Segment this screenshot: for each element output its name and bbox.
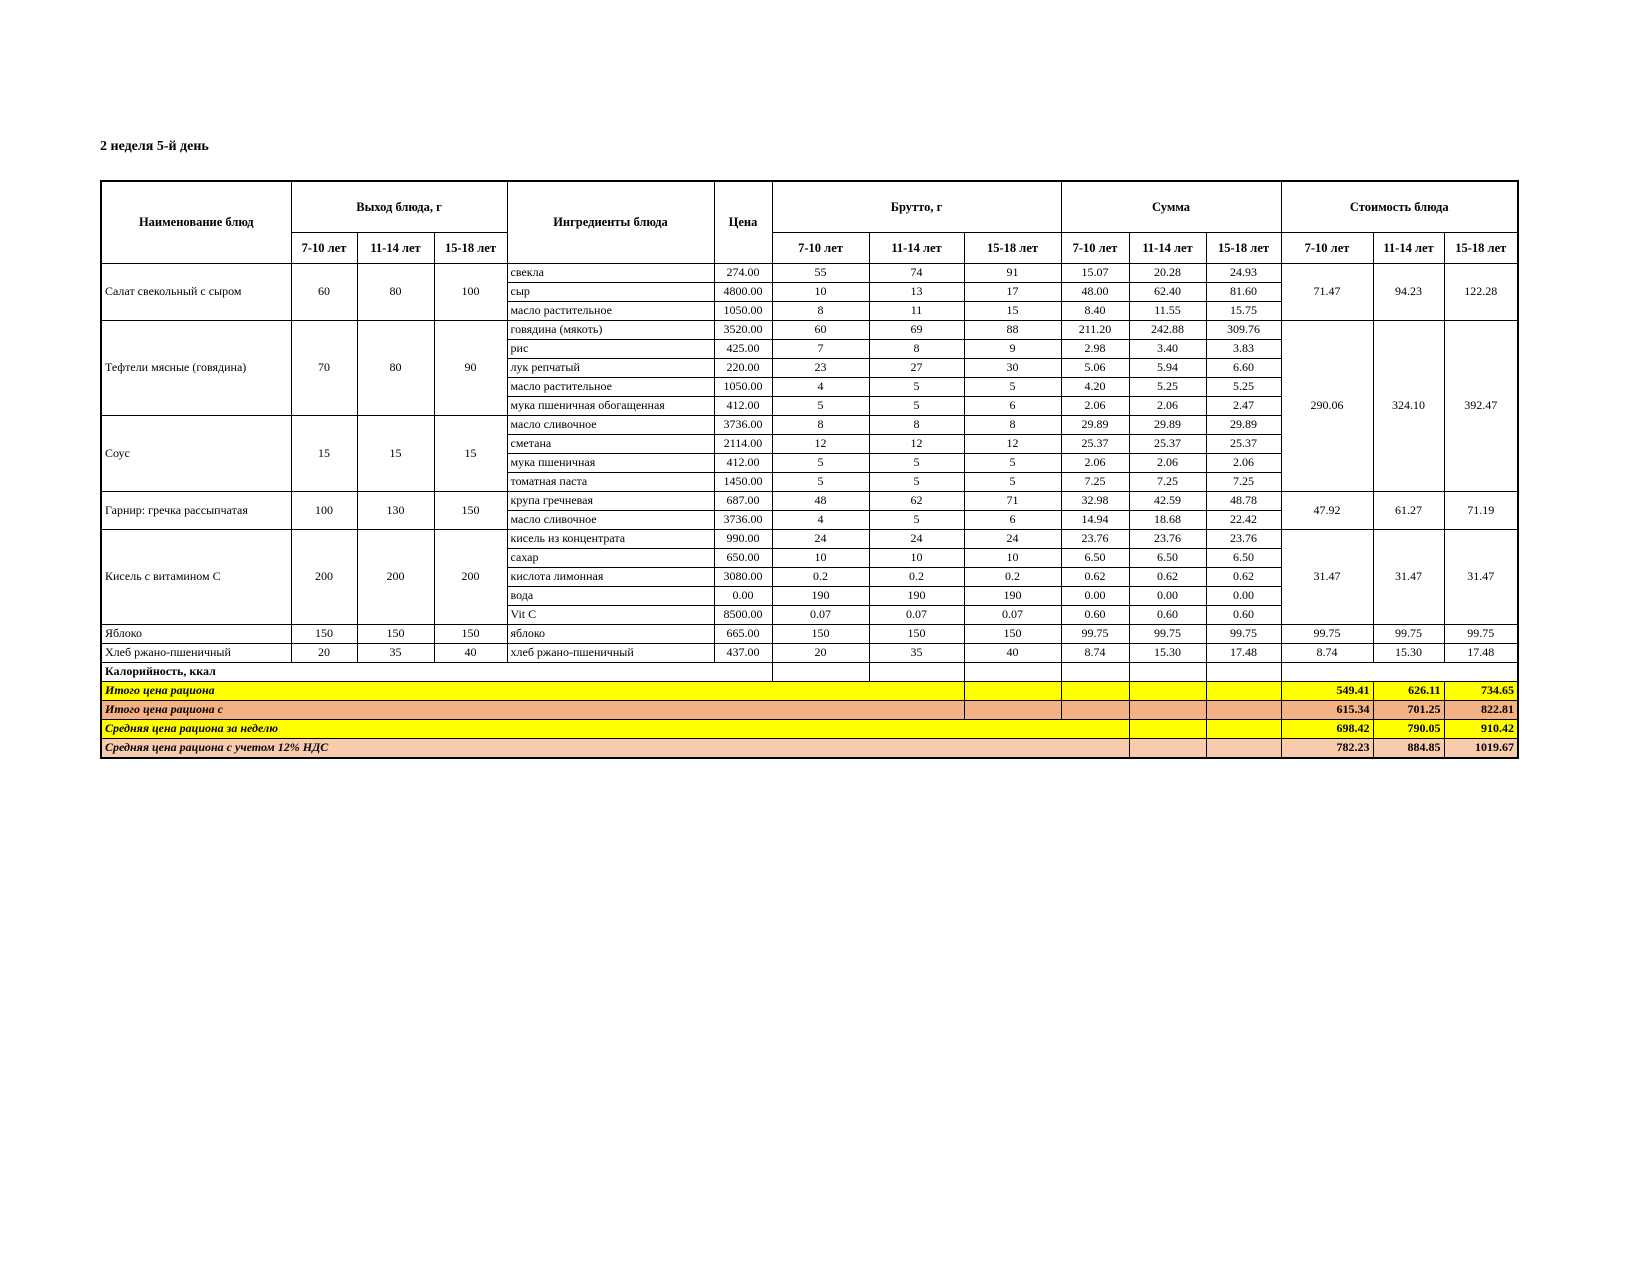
ingredient-cell: яблоко: [507, 625, 714, 644]
empty-cell: [1061, 682, 1129, 701]
dish-name-cell: Гарнир: гречка рассыпчатая: [101, 492, 291, 530]
gross-cell: 60: [772, 321, 869, 340]
summary-value-cell: 910.42: [1444, 720, 1518, 739]
col-header-age-cost: 7-10 лет: [1281, 233, 1373, 264]
table-row: [101, 264, 1518, 283]
sum-cell: 8.74: [1061, 644, 1129, 663]
dish-name-cell: Соус: [101, 416, 291, 492]
summary-value-cell: 734.65: [1444, 682, 1518, 701]
sum-cell: 2.06: [1129, 397, 1206, 416]
dish-cost-cell: 71.47: [1281, 264, 1373, 321]
sum-cell: 15.07: [1061, 264, 1129, 283]
header-row-ages: [101, 233, 1518, 264]
gross-cell: 0.07: [772, 606, 869, 625]
dish-name-cell: Тефтели мясные (говядина): [101, 321, 291, 416]
empty-cell: [1206, 739, 1281, 759]
col-header-sum: Сумма: [1061, 181, 1281, 233]
dish-cost-cell: 71.19: [1444, 492, 1518, 530]
sum-cell: 0.62: [1129, 568, 1206, 587]
sum-cell: 99.75: [1129, 625, 1206, 644]
output-cell: 200: [434, 530, 507, 625]
summary-value-cell: 701.25: [1373, 701, 1444, 720]
col-header-age-sum: 15-18 лет: [1206, 233, 1281, 264]
table-row: [101, 625, 1518, 644]
col-header-age-gross: 7-10 лет: [772, 233, 869, 264]
empty-cell: [964, 663, 1061, 682]
col-header-ingredients: Ингредиенты блюда: [507, 181, 714, 264]
price-cell: 425.00: [714, 340, 772, 359]
gross-cell: 150: [964, 625, 1061, 644]
summary-value-cell: 1019.67: [1444, 739, 1518, 759]
price-cell: 412.00: [714, 454, 772, 473]
dish-cost-cell: 15.30: [1373, 644, 1444, 663]
sum-cell: 29.89: [1061, 416, 1129, 435]
sum-cell: 99.75: [1061, 625, 1129, 644]
empty-cell: [1206, 663, 1281, 682]
gross-cell: 35: [869, 644, 964, 663]
col-header-age-gross: 11-14 лет: [869, 233, 964, 264]
ingredient-cell: крупа гречневая: [507, 492, 714, 511]
summary-value-cell: 822.81: [1444, 701, 1518, 720]
dish-cost-cell: 99.75: [1444, 625, 1518, 644]
sum-cell: 48.78: [1206, 492, 1281, 511]
ingredient-cell: кисель из концентрата: [507, 530, 714, 549]
summary-label: Итого цена рациона: [101, 682, 964, 701]
table-row: [101, 492, 1518, 511]
gross-cell: 23: [772, 359, 869, 378]
gross-cell: 10: [869, 549, 964, 568]
output-cell: 150: [434, 492, 507, 530]
ingredient-cell: кислота лимонная: [507, 568, 714, 587]
ingredient-cell: сметана: [507, 435, 714, 454]
sum-cell: 7.25: [1206, 473, 1281, 492]
gross-cell: 5: [772, 397, 869, 416]
gross-cell: 20: [772, 644, 869, 663]
empty-cell: [1061, 701, 1129, 720]
gross-cell: 24: [964, 530, 1061, 549]
empty-cell: [772, 663, 869, 682]
price-cell: 990.00: [714, 530, 772, 549]
empty-cell: [1206, 682, 1281, 701]
gross-cell: 55: [772, 264, 869, 283]
gross-cell: 0.2: [772, 568, 869, 587]
gross-cell: 10: [964, 549, 1061, 568]
dish-name-cell: Кисель с витамином С: [101, 530, 291, 625]
sum-cell: 2.06: [1206, 454, 1281, 473]
sum-cell: 6.60: [1206, 359, 1281, 378]
sum-cell: 211.20: [1061, 321, 1129, 340]
col-header-age-output: 11-14 лет: [357, 233, 434, 264]
output-cell: 200: [291, 530, 357, 625]
price-cell: 687.00: [714, 492, 772, 511]
calories-row: [101, 663, 1518, 682]
sum-cell: 242.88: [1129, 321, 1206, 340]
gross-cell: 12: [964, 435, 1061, 454]
dish-cost-cell: 99.75: [1281, 625, 1373, 644]
gross-cell: 10: [772, 549, 869, 568]
gross-cell: 6: [964, 511, 1061, 530]
gross-cell: 150: [869, 625, 964, 644]
gross-cell: 0.07: [869, 606, 964, 625]
sum-cell: 5.94: [1129, 359, 1206, 378]
output-cell: 80: [357, 321, 434, 416]
dish-cost-cell: 392.47: [1444, 321, 1518, 492]
header-row-groups: [101, 181, 1518, 233]
gross-cell: 9: [964, 340, 1061, 359]
ingredient-cell: говядина (мякоть): [507, 321, 714, 340]
dish-cost-cell: 94.23: [1373, 264, 1444, 321]
sum-cell: 20.28: [1129, 264, 1206, 283]
gross-cell: 8: [964, 416, 1061, 435]
empty-cell: [964, 701, 1061, 720]
sum-cell: 0.60: [1061, 606, 1129, 625]
gross-cell: 11: [869, 302, 964, 321]
output-cell: 70: [291, 321, 357, 416]
summary-value-cell: 626.11: [1373, 682, 1444, 701]
ingredient-cell: лук репчатый: [507, 359, 714, 378]
dish-cost-cell: 31.47: [1373, 530, 1444, 625]
dish-cost-cell: 47.92: [1281, 492, 1373, 530]
col-header-price: Цена: [714, 181, 772, 264]
ingredient-cell: мука пшеничная: [507, 454, 714, 473]
ingredient-cell: сахар: [507, 549, 714, 568]
empty-cell: [1129, 682, 1206, 701]
summary-value-cell: 549.41: [1281, 682, 1373, 701]
gross-cell: 10: [772, 283, 869, 302]
ingredient-cell: хлеб ржано-пшеничный: [507, 644, 714, 663]
sum-cell: 25.37: [1206, 435, 1281, 454]
summary-row: [101, 701, 1518, 720]
dish-name-cell: Хлеб ржано-пшеничный: [101, 644, 291, 663]
price-cell: 4800.00: [714, 283, 772, 302]
gross-cell: 71: [964, 492, 1061, 511]
sum-cell: 2.06: [1061, 454, 1129, 473]
sum-cell: 8.40: [1061, 302, 1129, 321]
price-cell: 1050.00: [714, 302, 772, 321]
sum-cell: 5.25: [1129, 378, 1206, 397]
dish-cost-cell: 99.75: [1373, 625, 1444, 644]
dish-cost-cell: 31.47: [1281, 530, 1373, 625]
price-cell: 8500.00: [714, 606, 772, 625]
output-cell: 100: [291, 492, 357, 530]
price-cell: 3080.00: [714, 568, 772, 587]
output-cell: 200: [357, 530, 434, 625]
gross-cell: 74: [869, 264, 964, 283]
empty-cell: [1206, 701, 1281, 720]
sum-cell: 25.37: [1129, 435, 1206, 454]
dish-name-cell: Салат свекольный с сыром: [101, 264, 291, 321]
col-header-cost: Стоимость блюда: [1281, 181, 1518, 233]
dish-cost-cell: 31.47: [1444, 530, 1518, 625]
output-cell: 90: [434, 321, 507, 416]
price-cell: 665.00: [714, 625, 772, 644]
sum-cell: 48.00: [1061, 283, 1129, 302]
summary-row: [101, 682, 1518, 701]
price-cell: 1050.00: [714, 378, 772, 397]
col-header-age-gross: 15-18 лет: [964, 233, 1061, 264]
empty-cell: [869, 663, 964, 682]
sum-cell: 2.98: [1061, 340, 1129, 359]
empty-cell: [1129, 720, 1206, 739]
sum-cell: 0.00: [1206, 587, 1281, 606]
sum-cell: 6.50: [1206, 549, 1281, 568]
gross-cell: 4: [772, 378, 869, 397]
gross-cell: 15: [964, 302, 1061, 321]
ingredient-cell: томатная паста: [507, 473, 714, 492]
sum-cell: 18.68: [1129, 511, 1206, 530]
sum-cell: 3.40: [1129, 340, 1206, 359]
gross-cell: 40: [964, 644, 1061, 663]
output-cell: 35: [357, 644, 434, 663]
gross-cell: 8: [772, 416, 869, 435]
summary-label: Итого цена рациона с: [101, 701, 964, 720]
output-cell: 40: [434, 644, 507, 663]
sum-cell: 23.76: [1129, 530, 1206, 549]
gross-cell: 12: [772, 435, 869, 454]
output-cell: 60: [291, 264, 357, 321]
price-cell: 274.00: [714, 264, 772, 283]
ingredient-cell: свекла: [507, 264, 714, 283]
gross-cell: 17: [964, 283, 1061, 302]
gross-cell: 24: [869, 530, 964, 549]
gross-cell: 5: [869, 397, 964, 416]
gross-cell: 190: [772, 587, 869, 606]
sum-cell: 11.55: [1129, 302, 1206, 321]
ingredient-cell: масло сливочное: [507, 511, 714, 530]
sum-cell: 22.42: [1206, 511, 1281, 530]
sum-cell: 62.40: [1129, 283, 1206, 302]
col-header-age-cost: 15-18 лет: [1444, 233, 1518, 264]
empty-cell: [1061, 663, 1129, 682]
calories-label: Калорийность, ккал: [101, 663, 772, 682]
gross-cell: 13: [869, 283, 964, 302]
sum-cell: 0.00: [1129, 587, 1206, 606]
ingredient-cell: сыр: [507, 283, 714, 302]
ingredient-cell: Vit C: [507, 606, 714, 625]
output-cell: 150: [357, 625, 434, 644]
gross-cell: 0.2: [869, 568, 964, 587]
sum-cell: 81.60: [1206, 283, 1281, 302]
sum-cell: 0.60: [1129, 606, 1206, 625]
empty-cell: [964, 682, 1061, 701]
gross-cell: 0.2: [964, 568, 1061, 587]
output-cell: 80: [357, 264, 434, 321]
price-cell: 3736.00: [714, 511, 772, 530]
output-cell: 15: [291, 416, 357, 492]
output-cell: 20: [291, 644, 357, 663]
price-cell: 650.00: [714, 549, 772, 568]
gross-cell: 190: [964, 587, 1061, 606]
gross-cell: 8: [772, 302, 869, 321]
sum-cell: 2.06: [1061, 397, 1129, 416]
summary-label: Средняя цена рациона с учетом 12% НДС: [101, 739, 1129, 759]
summary-value-cell: 782.23: [1281, 739, 1373, 759]
sum-cell: 17.48: [1206, 644, 1281, 663]
sum-cell: 29.89: [1206, 416, 1281, 435]
summary-label: Средняя цена рациона за неделю: [101, 720, 1129, 739]
price-cell: 220.00: [714, 359, 772, 378]
sum-cell: 99.75: [1206, 625, 1281, 644]
price-cell: 437.00: [714, 644, 772, 663]
price-cell: 412.00: [714, 397, 772, 416]
sum-cell: 7.25: [1061, 473, 1129, 492]
sum-cell: 32.98: [1061, 492, 1129, 511]
menu-table: [100, 180, 1519, 759]
sum-cell: 4.20: [1061, 378, 1129, 397]
gross-cell: 24: [772, 530, 869, 549]
ingredient-cell: масло растительное: [507, 378, 714, 397]
gross-cell: 5: [869, 511, 964, 530]
summary-value-cell: 790.05: [1373, 720, 1444, 739]
gross-cell: 8: [869, 416, 964, 435]
col-header-age-sum: 11-14 лет: [1129, 233, 1206, 264]
price-cell: 2114.00: [714, 435, 772, 454]
output-cell: 150: [291, 625, 357, 644]
sum-cell: 0.62: [1206, 568, 1281, 587]
sum-cell: 15.30: [1129, 644, 1206, 663]
sum-cell: 25.37: [1061, 435, 1129, 454]
gross-cell: 5: [964, 454, 1061, 473]
dish-cost-cell: 17.48: [1444, 644, 1518, 663]
empty-cell: [1129, 663, 1206, 682]
empty-cell: [1281, 663, 1518, 682]
dish-cost-cell: 8.74: [1281, 644, 1373, 663]
sum-cell: 14.94: [1061, 511, 1129, 530]
sum-cell: 7.25: [1129, 473, 1206, 492]
price-cell: 1450.00: [714, 473, 772, 492]
empty-cell: [1129, 701, 1206, 720]
gross-cell: 150: [772, 625, 869, 644]
output-cell: 150: [434, 625, 507, 644]
table-body: [101, 264, 1518, 759]
summary-value-cell: 615.34: [1281, 701, 1373, 720]
gross-cell: 30: [964, 359, 1061, 378]
gross-cell: 0.07: [964, 606, 1061, 625]
gross-cell: 27: [869, 359, 964, 378]
sum-cell: 29.89: [1129, 416, 1206, 435]
empty-cell: [1206, 720, 1281, 739]
ingredient-cell: рис: [507, 340, 714, 359]
price-cell: 3736.00: [714, 416, 772, 435]
sum-cell: 309.76: [1206, 321, 1281, 340]
table-row: [101, 530, 1518, 549]
summary-value-cell: 884.85: [1373, 739, 1444, 759]
price-cell: 3520.00: [714, 321, 772, 340]
col-header-age-sum: 7-10 лет: [1061, 233, 1129, 264]
ingredient-cell: мука пшеничная обогащенная: [507, 397, 714, 416]
sum-cell: 3.83: [1206, 340, 1281, 359]
sum-cell: 42.59: [1129, 492, 1206, 511]
output-cell: 15: [434, 416, 507, 492]
gross-cell: 8: [869, 340, 964, 359]
sum-cell: 2.47: [1206, 397, 1281, 416]
col-header-output: Выход блюда, г: [291, 181, 507, 233]
gross-cell: 62: [869, 492, 964, 511]
gross-cell: 7: [772, 340, 869, 359]
gross-cell: 5: [772, 454, 869, 473]
gross-cell: 91: [964, 264, 1061, 283]
sum-cell: 0.60: [1206, 606, 1281, 625]
gross-cell: 5: [869, 454, 964, 473]
ingredient-cell: масло растительное: [507, 302, 714, 321]
output-cell: 15: [357, 416, 434, 492]
gross-cell: 4: [772, 511, 869, 530]
sum-cell: 24.93: [1206, 264, 1281, 283]
summary-row: [101, 739, 1518, 759]
gross-cell: 6: [964, 397, 1061, 416]
dish-cost-cell: 290.06: [1281, 321, 1373, 492]
gross-cell: 5: [869, 378, 964, 397]
gross-cell: 190: [869, 587, 964, 606]
gross-cell: 5: [964, 378, 1061, 397]
ingredient-cell: вода: [507, 587, 714, 606]
page-title: 2 неделя 5-й день: [100, 139, 209, 154]
dish-cost-cell: 324.10: [1373, 321, 1444, 492]
empty-cell: [1129, 739, 1206, 759]
table-header: [101, 181, 1518, 264]
gross-cell: 5: [964, 473, 1061, 492]
sum-cell: 23.76: [1061, 530, 1129, 549]
output-cell: 100: [434, 264, 507, 321]
output-cell: 130: [357, 492, 434, 530]
gross-cell: 48: [772, 492, 869, 511]
sum-cell: 0.00: [1061, 587, 1129, 606]
table-row: [101, 644, 1518, 663]
gross-cell: 69: [869, 321, 964, 340]
sum-cell: 23.76: [1206, 530, 1281, 549]
col-header-age-output: 15-18 лет: [434, 233, 507, 264]
sum-cell: 2.06: [1129, 454, 1206, 473]
sum-cell: 6.50: [1061, 549, 1129, 568]
dish-cost-cell: 61.27: [1373, 492, 1444, 530]
gross-cell: 12: [869, 435, 964, 454]
sum-cell: 15.75: [1206, 302, 1281, 321]
col-header-age-output: 7-10 лет: [291, 233, 357, 264]
col-header-dish-name: Наименование блюд: [101, 181, 291, 264]
gross-cell: 88: [964, 321, 1061, 340]
col-header-age-cost: 11-14 лет: [1373, 233, 1444, 264]
sum-cell: 5.25: [1206, 378, 1281, 397]
summary-row: [101, 720, 1518, 739]
summary-value-cell: 698.42: [1281, 720, 1373, 739]
table-row: [101, 321, 1518, 340]
col-header-gross: Брутто, г: [772, 181, 1061, 233]
sum-cell: 5.06: [1061, 359, 1129, 378]
dish-name-cell: Яблоко: [101, 625, 291, 644]
dish-cost-cell: 122.28: [1444, 264, 1518, 321]
ingredient-cell: масло сливочное: [507, 416, 714, 435]
gross-cell: 5: [869, 473, 964, 492]
gross-cell: 5: [772, 473, 869, 492]
price-cell: 0.00: [714, 587, 772, 606]
sum-cell: 0.62: [1061, 568, 1129, 587]
sum-cell: 6.50: [1129, 549, 1206, 568]
